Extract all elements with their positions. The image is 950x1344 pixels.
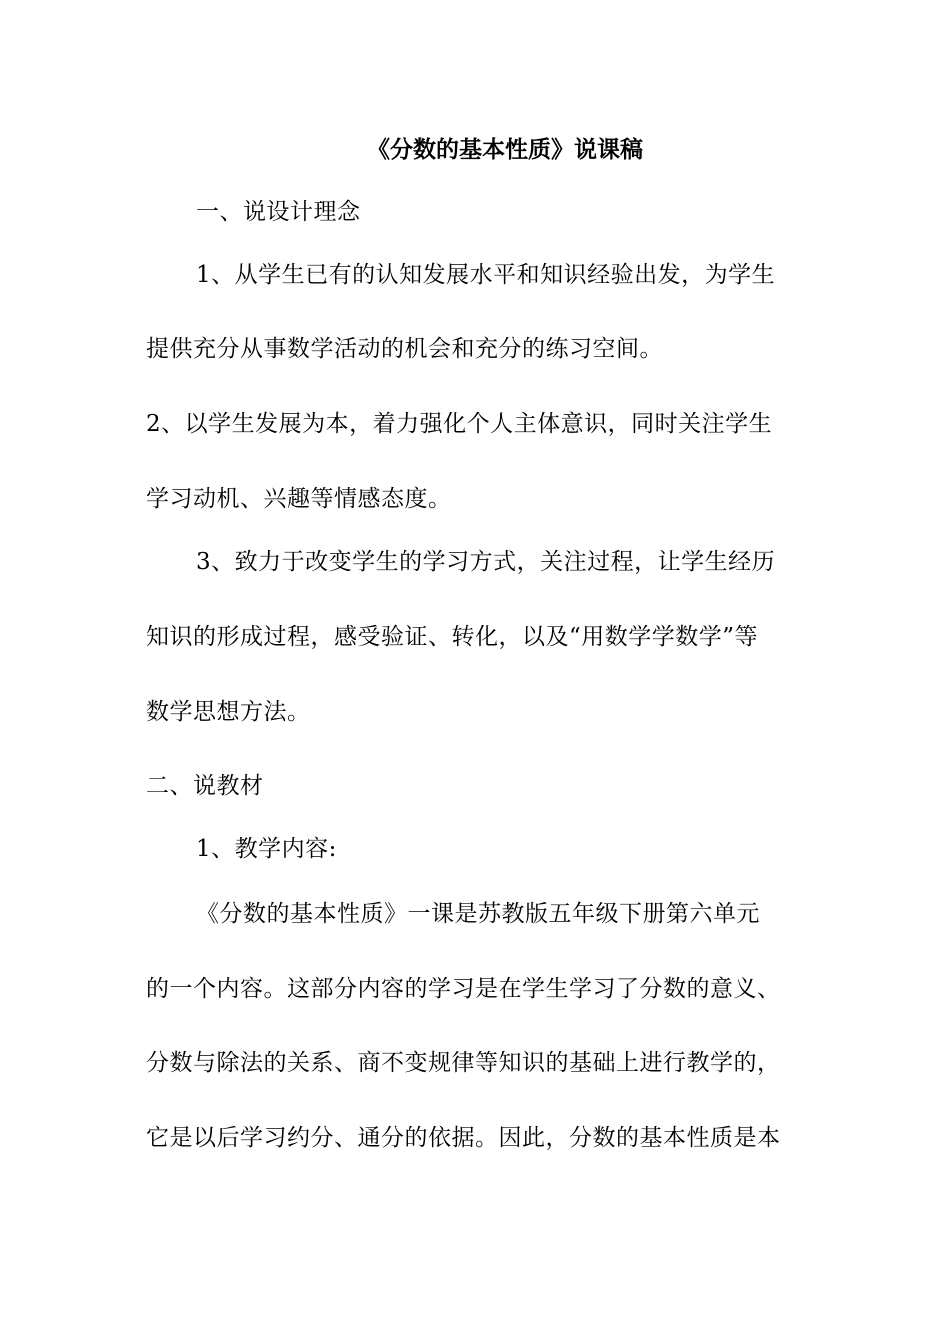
paragraph-line: 学习动机、兴趣等情感态度。 <box>146 486 452 512</box>
section-heading-textbook: 二、说教材 <box>146 773 264 799</box>
paragraph-line: 数学思想方法。 <box>146 699 311 725</box>
paragraph-line: 《分数的基本性质》一课是苏教版五年级下册第六单元 <box>196 901 760 927</box>
subheading-teaching-content: 1、教学内容: <box>196 836 337 862</box>
paragraph-line: 的一个内容。这部分内容的学习是在学生学习了分数的意义、 <box>146 976 781 1002</box>
paragraph-line: 它是以后学习约分、通分的依据。因此，分数的基本性质是本 <box>146 1125 781 1151</box>
paragraph-line: 知识的形成过程，感受验证、转化，以及“用数学学数学”等 <box>146 624 759 650</box>
paragraph-line: 1、从学生已有的认知发展水平和知识经验出发，为学生 <box>196 262 776 288</box>
paragraph-line: 3、致力于改变学生的学习方式，关注过程，让学生经历 <box>196 549 776 575</box>
document-title: 《分数的基本性质》说课稿 <box>367 136 643 163</box>
paragraph-line: 2、以学生发展为本，着力强化个人主体意识，同时关注学生 <box>146 411 773 437</box>
section-heading-design-concept: 一、说设计理念 <box>196 199 361 225</box>
paragraph-line: 提供充分从事数学活动的机会和充分的练习空间。 <box>146 336 663 362</box>
paragraph-line: 分数与除法的关系、商不变规律等知识的基础上进行教学的， <box>146 1050 781 1076</box>
